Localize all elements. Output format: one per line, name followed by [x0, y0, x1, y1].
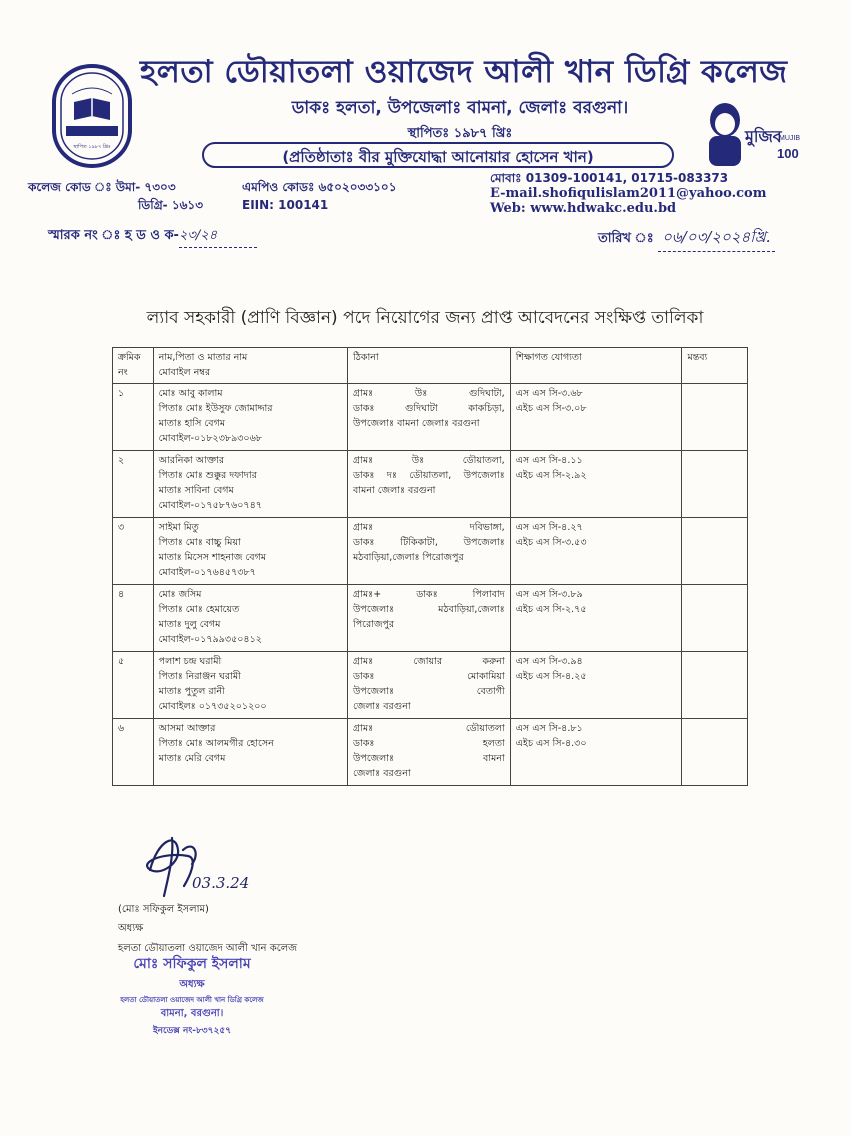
education-cell: এস এস সি-৪.২৭ এইচ এস সি-৩.৫৩ [510, 518, 682, 585]
principal-designation: অধ্যক্ষ [118, 923, 144, 934]
applicant-table [112, 347, 748, 786]
header-remarks: মন্তব্য [682, 348, 748, 384]
header-education: শিক্ষাগত যোগ্যতা [510, 348, 682, 384]
mpo-block [242, 178, 397, 214]
date-value: ০৬/০৩/২০২৪খ্রি. [658, 226, 774, 252]
stamp-place: বামনা, বরগুনা। [160, 1008, 224, 1019]
svg-text:মুজিব: মুজিব [745, 129, 782, 146]
memo-label: স্মারক নং ঃ হ ড ও ক- [48, 228, 179, 243]
established-year: স্থাপিতঃ ১৯৮৭ খ্রিঃ [407, 126, 513, 141]
college-code: কলেজ কোড ঃ উমা- ৭৩০৩ [28, 180, 176, 194]
applicant-name-cell: সাইমা মিতু পিতাঃ মোঃ বাচ্চু মিয়া মাতাঃ মিসেস শাহনাজ বেগম মোবাইল-০১৭৬৪৫৭৩৮৭ [153, 518, 347, 585]
education-cell: এস এস সি-৩.৯৪ এইচ এস সি-৪.২৫ [510, 652, 682, 719]
table-row [113, 652, 748, 719]
eiin-number: EIIN: 100141 [242, 198, 329, 212]
remarks-cell [682, 719, 748, 786]
applicant-name-cell: আরনিকা আক্তার পিতাঃ মোঃ শুক্কুর দফাদার মাতাঃ সাবিনা বেগম মোবাইল-০১৭৫৮৭৬০৭৪৭ [153, 451, 347, 518]
remarks-cell [682, 652, 748, 719]
signature-date: 03.3.24 [192, 874, 250, 892]
serial-cell: ৫ [113, 652, 154, 719]
college-name: হলতা ডৌয়াতলা ওয়াজেদ আলী খান ডিগ্রি কলেজ [140, 54, 788, 90]
stamp-college: হলতা ডৌয়াতলা ওয়াজেদ আলী খান ডিগ্রি কলেজ [120, 996, 264, 1004]
table-header-row [113, 348, 748, 384]
svg-text:100: 100 [777, 146, 799, 161]
header-serial: ক্রমিক নং [113, 348, 154, 384]
mujib-100-emblem [695, 96, 810, 168]
table-row [113, 719, 748, 786]
memo-number: ২৩/২৪ [179, 226, 257, 248]
header-name: নাম,পিতা ও মাতার নাম মোবাইল নম্বর [153, 348, 347, 384]
serial-cell: ২ [113, 451, 154, 518]
date-label: তারিখ ঃ [598, 231, 654, 246]
mpo-code: এমপিও কোডঃ ৬৫০২০৩৩১০১ [242, 180, 397, 194]
applicant-name-cell: আসমা আক্তার পিতাঃ মোঃ আলমগীর হোসেন মাতাঃ মেরি বেগম [153, 719, 347, 786]
table-row [113, 451, 748, 518]
principal-signature [128, 830, 278, 900]
education-cell: এস এস সি-৪.১১ এইচ এস সি-২.৯২ [510, 451, 682, 518]
address-cell: গ্রামঃ+ ডাকঃ পিলাবাদ উপজেলাঃ মঠবাড়িয়া,জেলাঃ পিরোজপুর [348, 585, 511, 652]
table-row [113, 518, 748, 585]
official-stamp [92, 952, 292, 1038]
contact-block [490, 171, 766, 216]
table-row [113, 585, 748, 652]
principal-name: (মোঃ সফিকুল ইসলাম) [118, 904, 209, 915]
education-cell: এস এস সি-৩.৬৮ এইচ এস সি-৩.০৮ [510, 384, 682, 451]
stamp-name: মোঃ সফিকুল ইসলাম [133, 956, 251, 972]
remarks-cell [682, 384, 748, 451]
svg-text:MUJIB: MUJIB [779, 135, 800, 142]
document-title: ল্যাব সহকারী (প্রাণি বিজ্ঞান) পদে নিয়োগের জন্য প্রাপ্ত আবেদনের সংক্ষিপ্ত তালিকা [146, 308, 704, 328]
college-logo [52, 64, 132, 168]
serial-cell: ৩ [113, 518, 154, 585]
education-cell: এস এস সি-৩.৮৯ এইচ এস সি-২.৭৫ [510, 585, 682, 652]
memo-date [598, 226, 775, 252]
stamp-index: ইনডেক্স নং-৮৩৭২৫৭ [152, 1026, 232, 1036]
degree-code: ডিগ্রি- ১৬১৩ [138, 198, 204, 212]
applicant-name-cell: মোঃ জসিম পিতাঃ মোঃ হেমায়েত মাতাঃ দুলু বেগম মোবাইল-০১৭৯৯৩৫০৪১২ [153, 585, 347, 652]
address-cell: গ্রামঃ উঃ ডৌয়াতলা, ডাকঃ দঃ ডৌয়াতলা, উপজেলাঃ বামনা জেলাঃ বরগুনা [348, 451, 511, 518]
address-cell: গ্রামঃ দবিভাঙ্গা, ডাকঃ টিকিকাটা, উপজেলাঃ মঠবাড়িয়া,জেলাঃ পিরোজপুর [348, 518, 511, 585]
founder-banner: (প্রতিষ্ঠাতাঃ বীর মুক্তিযোদ্ধা আনোয়ার হোসেন খান) [202, 142, 674, 168]
serial-cell: ১ [113, 384, 154, 451]
stamp-designation: অধ্যক্ষ [179, 979, 205, 990]
address-cell: গ্রামঃ জোয়ার করুনা ডাকঃ মোকামিয়া উপজেলাঃ বেতাগী জেলাঃ বরগুনা [348, 652, 511, 719]
remarks-cell [682, 585, 748, 652]
address-cell: গ্রামঃ উঃ গুদিঘাটা, ডাকঃ গুদিঘাটা কাকচিড়া, উপজেলাঃ বামনা জেলাঃ বরগুনা [348, 384, 511, 451]
post-address: ডাকঃ হলতা, উপজেলাঃ বামনা, জেলাঃ বরগুনা। [291, 98, 629, 118]
table-row [113, 384, 748, 451]
address-cell: গ্রামঃ ডৌয়াতলা ডাকঃ হলতা উপজেলাঃ বামনা জেলাঃ বরগুনা [348, 719, 511, 786]
college-code-block [28, 178, 203, 214]
principal-college: হলতা ডৌয়াতলা ওয়াজেদ আলী খান কলেজ [118, 943, 298, 954]
mobile-numbers: মোবাঃ 01309-100141, 01715-083373 [490, 171, 729, 185]
header-address: ঠিকানা [348, 348, 511, 384]
education-cell: এস এস সি-৪.৮১ এইচ এস সি-৪.৩০ [510, 719, 682, 786]
logo-text: স্থাপিত ১৯৮৭ খ্রিঃ [73, 144, 111, 150]
serial-cell: ৪ [113, 585, 154, 652]
applicant-name-cell: পলাশ চন্দ্র ঘরামী পিতাঃ নিরাঞ্জন ঘরামী মাতাঃ পুতুল রানী মোবাইলঃ ০১৭৩৫২০১২০০ [153, 652, 347, 719]
serial-cell: ৬ [113, 719, 154, 786]
email-address: E-mail.shofiqulislam2011@yahoo.com [490, 186, 767, 201]
remarks-cell [682, 518, 748, 585]
website: Web: www.hdwakc.edu.bd [490, 201, 677, 216]
memo-reference [48, 226, 257, 248]
remarks-cell [682, 451, 748, 518]
applicant-name-cell: মোঃ আবু কালাম পিতাঃ মোঃ ইউসুফ জোমাদ্দার মাতাঃ হাসি বেগম মোবাইল-০১৮২৩৮৯৩০৬৮ [153, 384, 347, 451]
